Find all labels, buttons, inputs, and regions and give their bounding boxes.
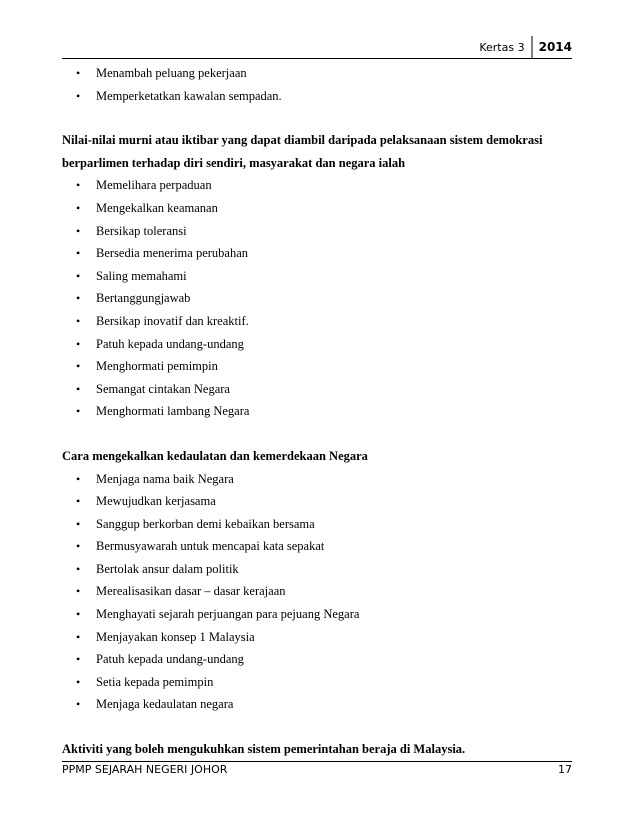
page-number: 17	[558, 763, 572, 776]
page-footer	[62, 763, 572, 776]
section-heading-nilai: Nilai-nilai murni atau iktibar yang dapat diambil daripada pelaksanaan sistem demokrasi berparlimen terhadap diri sendiri, masyarakat dan negara ialah	[62, 133, 543, 170]
footer-title: PPMP SEJARAH NEGERI JOHOR	[62, 763, 228, 776]
section-heading-kedaulatan: Cara mengekalkan kedaulatan dan kemerdekaan Negara	[62, 448, 368, 463]
list-item: • Menghayati sejarah perjuangan para pejuang Negara	[62, 603, 574, 626]
list-item: • Merealisasikan dasar – dasar kerajaan	[62, 580, 574, 603]
header-rule	[62, 58, 572, 59]
list-item: • Memperketatkan kawalan sempadan.	[62, 85, 574, 108]
spacer	[62, 716, 574, 738]
list-item: • Mengekalkan keamanan	[62, 197, 574, 220]
header-year: 2014	[538, 40, 572, 54]
document-body	[62, 62, 574, 761]
list-item: • Menghormati lambang Negara	[62, 400, 574, 423]
nilai-list	[62, 174, 574, 423]
list-item: • Patuh kepada undang-undang	[62, 648, 574, 671]
spacer	[62, 107, 574, 129]
footer-rule	[62, 761, 572, 762]
list-item: • Menjaga nama baik Negara	[62, 468, 574, 491]
kedaulatan-list	[62, 468, 574, 717]
page-header	[479, 36, 572, 58]
list-item: • Bertolak ansur dalam politik	[62, 558, 574, 581]
list-item: • Bersikap toleransi	[62, 220, 574, 243]
list-item: • Saling memahami	[62, 265, 574, 288]
list-item: • Setia kepada pemimpin	[62, 671, 574, 694]
list-item: • Bermusyawarah untuk mencapai kata sepakat	[62, 535, 574, 558]
section-heading-aktiviti: Aktiviti yang boleh mengukuhkan sistem pemerintahan beraja di Malaysia.	[62, 742, 466, 757]
list-item: • Menjayakan konsep 1 Malaysia	[62, 626, 574, 649]
spacer	[62, 423, 574, 445]
list-item: • Bersikap inovatif dan kreaktif.	[62, 310, 574, 333]
list-item: • Sanggup berkorban demi kebaikan bersama	[62, 513, 574, 536]
list-item: • Mewujudkan kerjasama	[62, 490, 574, 513]
list-item: • Menghormati pemimpin	[62, 355, 574, 378]
top-list	[62, 62, 574, 107]
list-item: • Bersedia menerima perubahan	[62, 242, 574, 265]
header-label: Kertas 3	[479, 40, 525, 54]
list-item: • Memelihara perpaduan	[62, 174, 574, 197]
list-item: • Menambah peluang pekerjaan	[62, 62, 574, 85]
list-item: • Semangat cintakan Negara	[62, 378, 574, 401]
list-item: • Menjaga kedaulatan negara	[62, 693, 574, 716]
list-item: • Patuh kepada undang-undang	[62, 333, 574, 356]
list-item: • Bertanggungjawab	[62, 287, 574, 310]
